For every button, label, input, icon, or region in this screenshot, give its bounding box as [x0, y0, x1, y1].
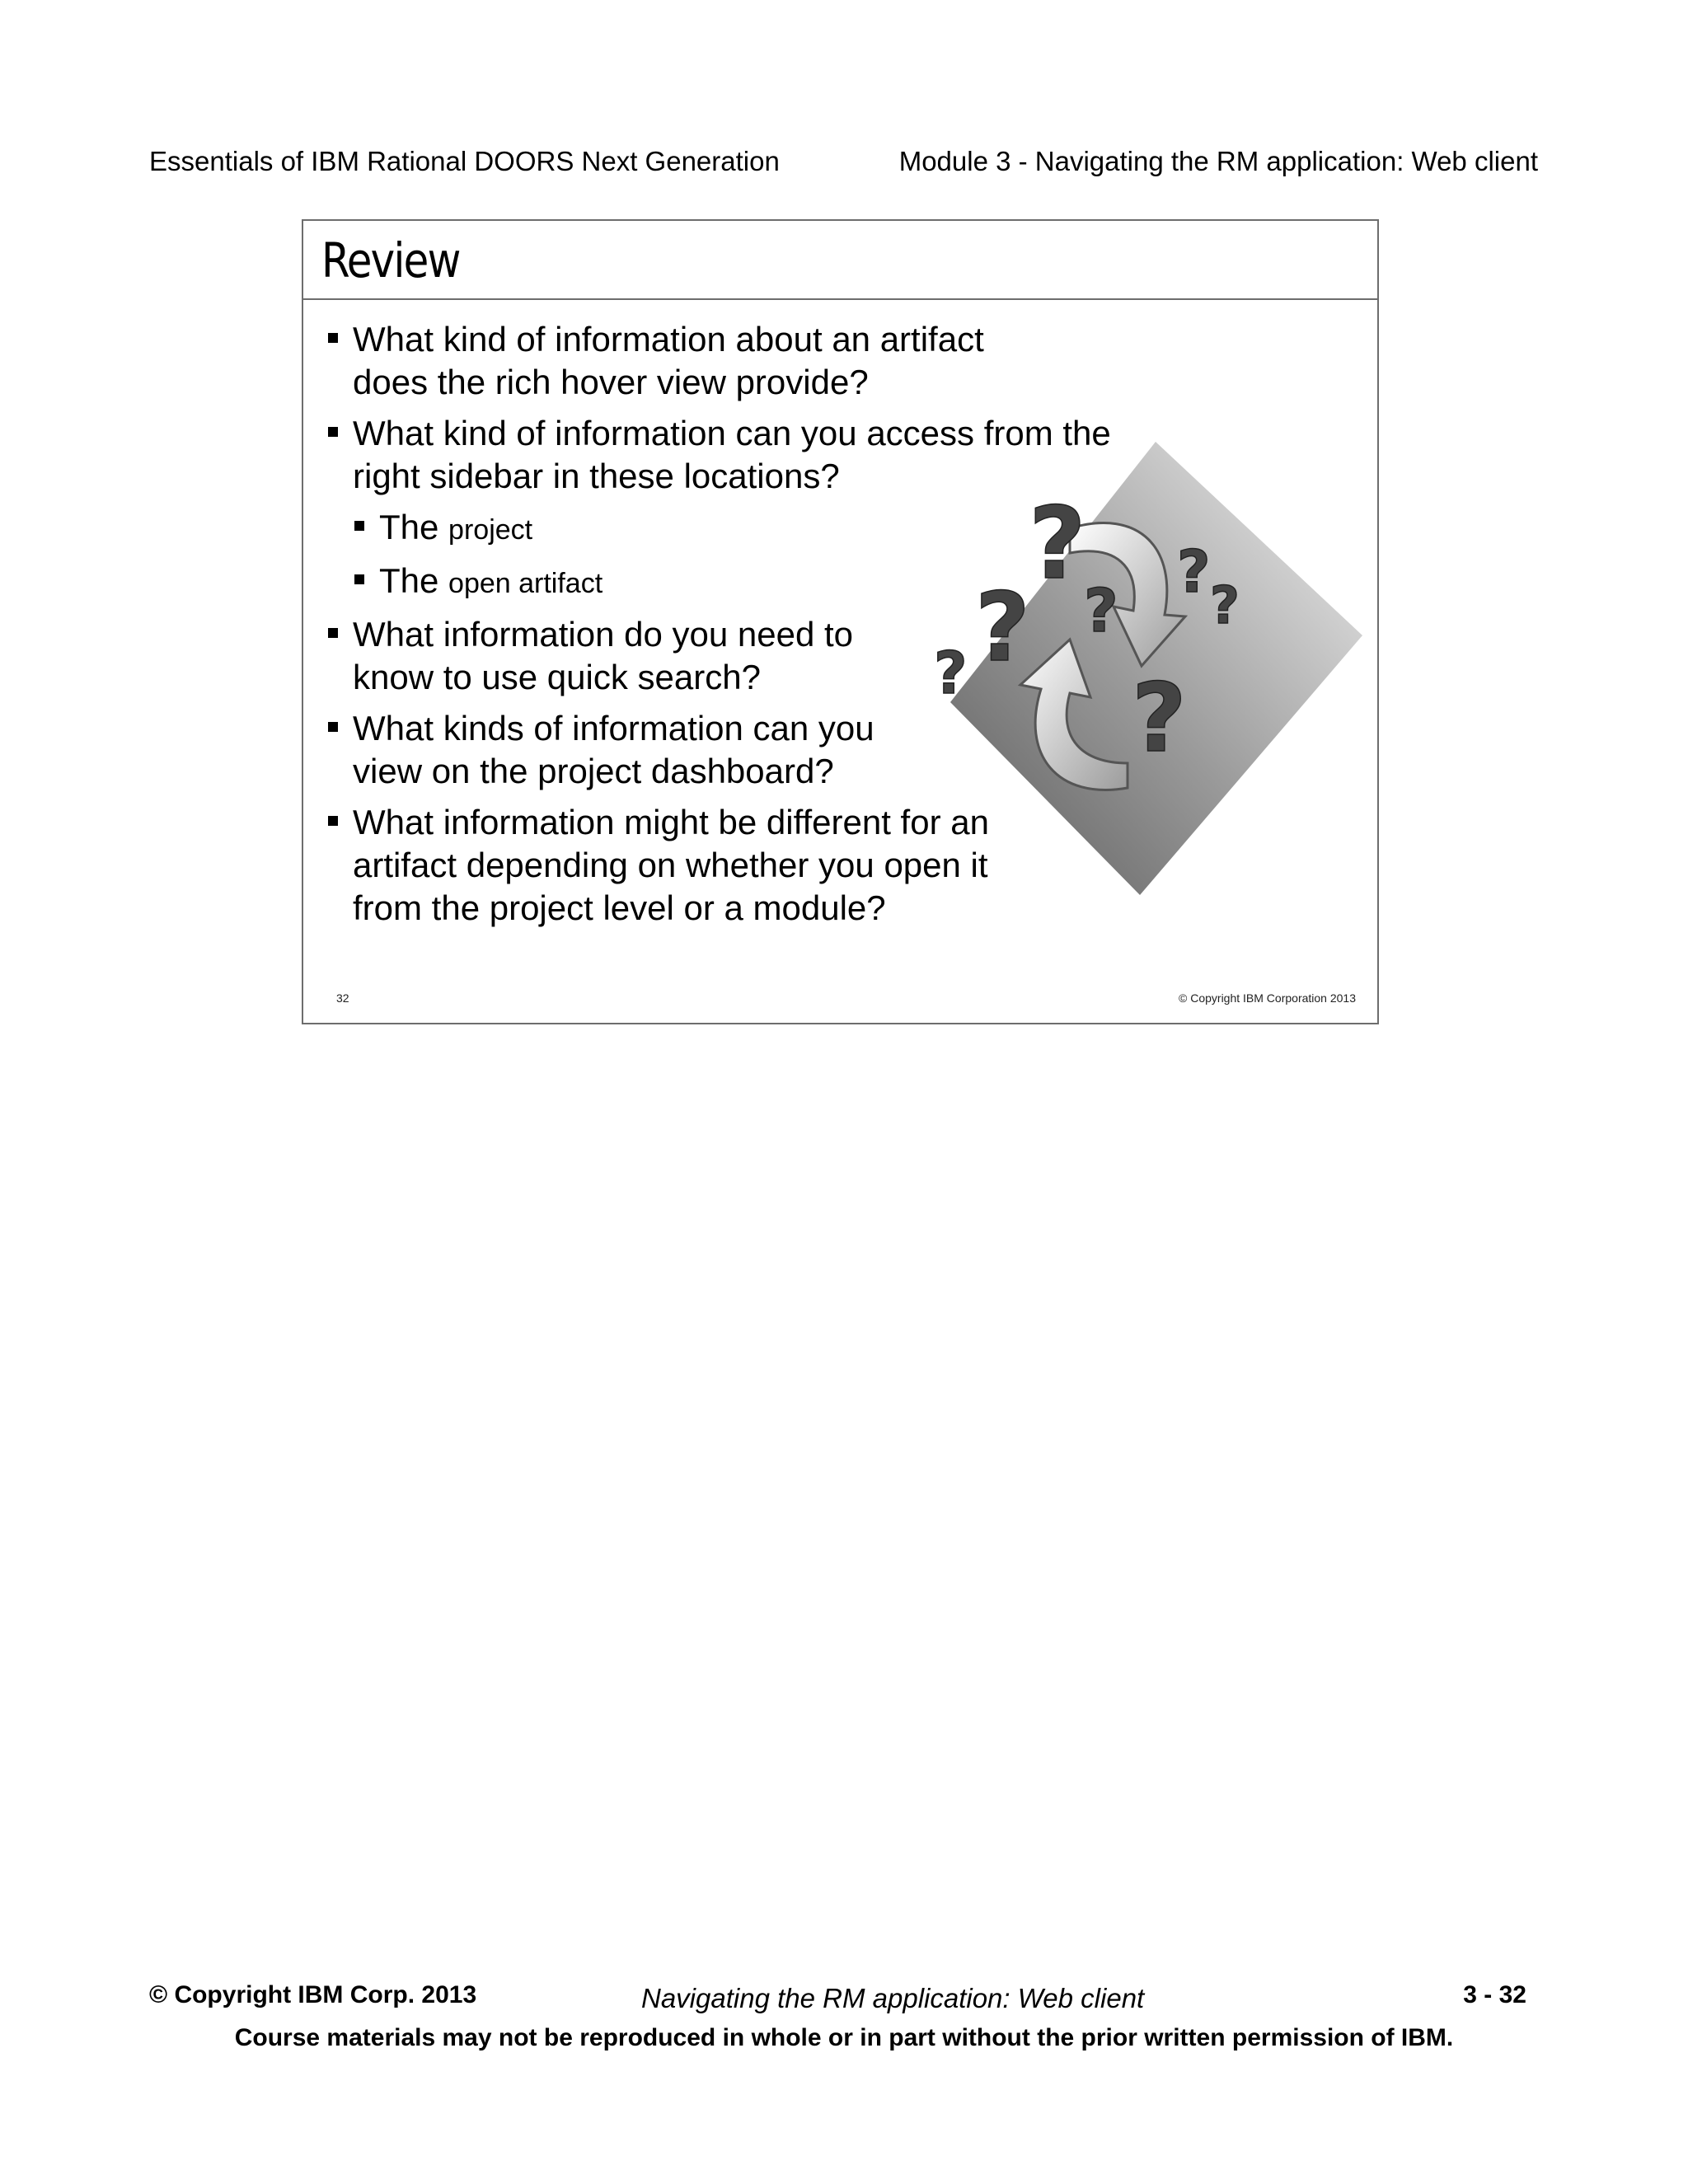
list-item: What kinds of information can you view on the project dashboard?	[325, 707, 1165, 793]
svg-text:?: ?	[1132, 663, 1187, 774]
slide-copyright: © Copyright IBM Corporation 2013	[1179, 991, 1356, 1005]
footer-copyright: © Copyright IBM Corp. 2013	[149, 1981, 477, 2008]
svg-text:?: ?	[1084, 576, 1118, 645]
svg-text:?: ?	[934, 640, 968, 707]
svg-text:?: ?	[1029, 487, 1086, 602]
footer-section-title: Navigating the RM application: Web client	[641, 1983, 1145, 2013]
course-title: Essentials of IBM Rational DOORS Next Generation	[149, 146, 780, 176]
list-item: What kind of information about an artifact does the rich hover view provide?	[325, 318, 1165, 404]
review-questions	[325, 318, 1165, 938]
bullet-square-icon	[328, 427, 338, 437]
list-item: What kind of information can you access from the right sidebar in these locations?	[325, 412, 1165, 498]
sub-list-item: The open artifact	[325, 560, 1165, 605]
page-number: 3 - 32	[1463, 1981, 1526, 2008]
slide-number: 32	[336, 991, 349, 1005]
sub-list-item: The project	[325, 506, 1165, 551]
bullet-square-icon	[328, 816, 338, 826]
list-item: What information might be different for an artifact depending on whether you open it from the project level or a module?	[325, 801, 1165, 930]
svg-text:?: ?	[1210, 575, 1240, 635]
bullet-square-icon	[354, 574, 364, 584]
reproduction-notice: Course materials may not be reproduced in whole or in part without the prior written permission of IBM.	[234, 2024, 1454, 2051]
bullet-square-icon	[328, 722, 338, 732]
slide-title: Review	[321, 232, 460, 288]
svg-text:?: ?	[975, 573, 1030, 683]
list-item: What information do you need to know to use quick search?	[325, 613, 1165, 699]
review-slide	[302, 219, 1379, 1024]
bullet-square-icon	[328, 628, 338, 638]
bullet-square-icon	[354, 521, 364, 531]
bullet-square-icon	[328, 333, 338, 343]
slide-title-bar	[303, 221, 1377, 300]
module-title: Module 3 - Navigating the RM application: Web client	[898, 146, 1538, 176]
svg-text:?: ?	[1177, 538, 1211, 606]
